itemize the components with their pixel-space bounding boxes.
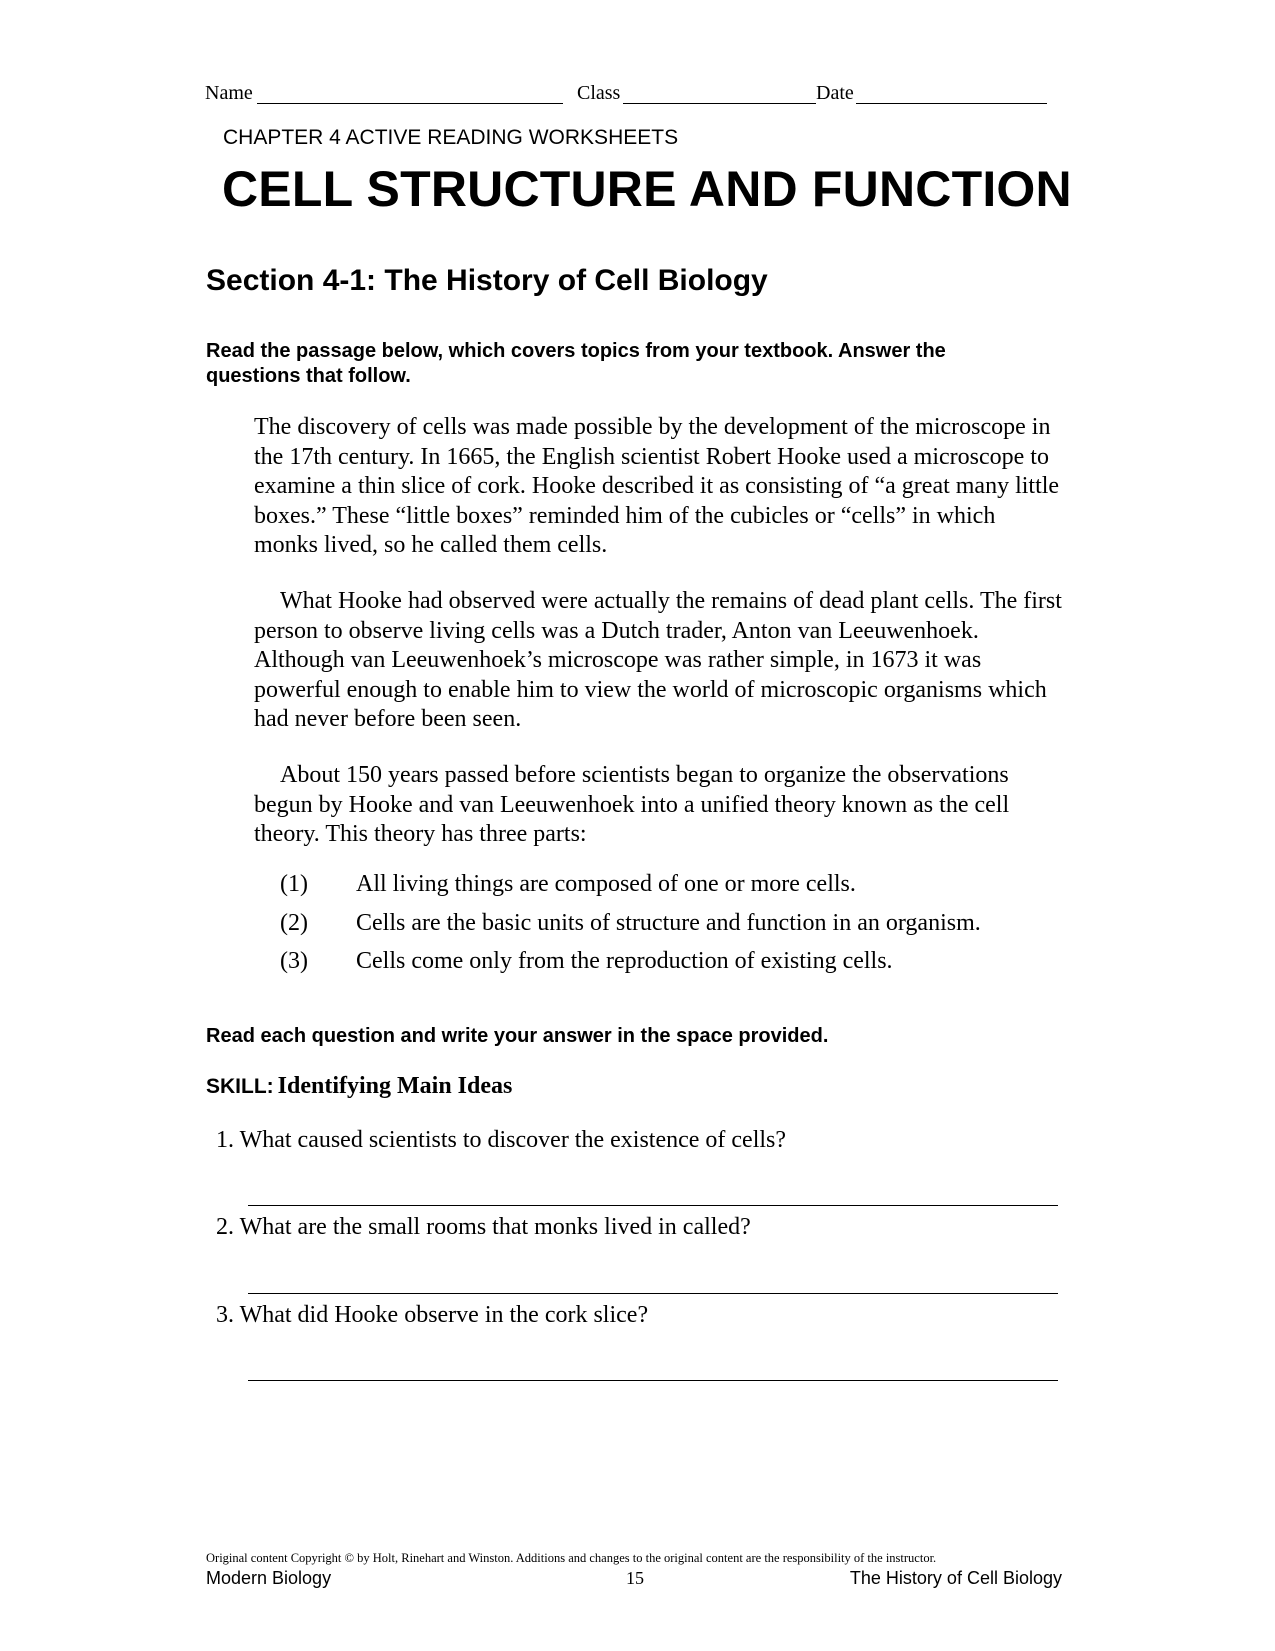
section-title: Section 4-1: The History of Cell Biology xyxy=(206,264,768,297)
student-info-line xyxy=(205,82,1065,108)
question-2: 2. What are the small rooms that monks lived in called? xyxy=(216,1214,751,1240)
passage-paragraph-3: About 150 years passed before scientists began to organize the observations begun by Hooke and van Leeuwenhoek into a unified theory known as the cell theory. This theory has three parts: xyxy=(254,762,1010,847)
date-field[interactable] xyxy=(856,103,1047,104)
answer-line-1[interactable] xyxy=(248,1205,1058,1206)
passage-paragraph-2: What Hooke had observed were actually the remains of dead plant cells. The first person to observe living cells was a Dutch trader, Anton van Leeuwenhoek. Although van Leeuwenhoek’s microscope was rather simple, in 1673 it was powerful enough to enable him to view the world of microscopic organisms which had never before been seen. xyxy=(254,588,1062,732)
copyright-notice: Original content Copyright © by Holt, Rinehart and Winston. Additions and changes to the original content are the responsibility of the instructor. xyxy=(206,1551,937,1565)
footer-book-title: Modern Biology xyxy=(206,1568,332,1588)
page-number: 15 xyxy=(626,1568,644,1588)
cell-theory-number: (3) xyxy=(280,948,308,974)
cell-theory-text: Cells come only from the reproduction of existing cells. xyxy=(356,948,893,974)
date-label: Date xyxy=(816,82,854,104)
chapter-heading: CHAPTER 4 ACTIVE READING WORKSHEETS xyxy=(223,126,679,149)
reading-instructions: Read the passage below, which covers topics from your textbook. Answer the questions that follow. xyxy=(206,340,946,387)
passage-paragraph-1: The discovery of cells was made possible by the development of the microscope in the 17th century. In 1665, the English scientist Robert Hooke used a microscope to examine a thin slice of cork. Hooke described it as consisting of “a great many little boxes.” These “little boxes” reminded him of the cubicles or “cells” in which monks lived, so he called them cells. xyxy=(254,414,1060,558)
footer-section-title: The History of Cell Biology xyxy=(849,1568,1062,1588)
page-title: CELL STRUCTURE AND FUNCTION xyxy=(222,161,1072,217)
class-label: Class xyxy=(577,82,621,104)
class-field[interactable] xyxy=(623,103,816,104)
question-3: 3. What did Hooke observe in the cork slice? xyxy=(216,1302,649,1328)
cell-theory-text: Cells are the basic units of structure and function in an organism. xyxy=(356,910,981,936)
skill-name: Identifying Main Ideas xyxy=(277,1073,513,1099)
cell-theory-number: (1) xyxy=(280,871,308,897)
answer-line-2[interactable] xyxy=(248,1293,1058,1294)
cell-theory-number: (2) xyxy=(280,910,308,936)
skill-label: SKILL: xyxy=(206,1075,274,1098)
skill-heading xyxy=(206,1073,512,1100)
answer-line-3[interactable] xyxy=(248,1380,1058,1381)
question-1: 1. What caused scientists to discover the existence of cells? xyxy=(216,1127,787,1153)
name-field[interactable] xyxy=(257,103,563,104)
name-label: Name xyxy=(205,82,253,104)
cell-theory-text: All living things are composed of one or more cells. xyxy=(356,871,856,897)
question-instructions: Read each question and write your answer in the space provided. xyxy=(206,1025,829,1047)
